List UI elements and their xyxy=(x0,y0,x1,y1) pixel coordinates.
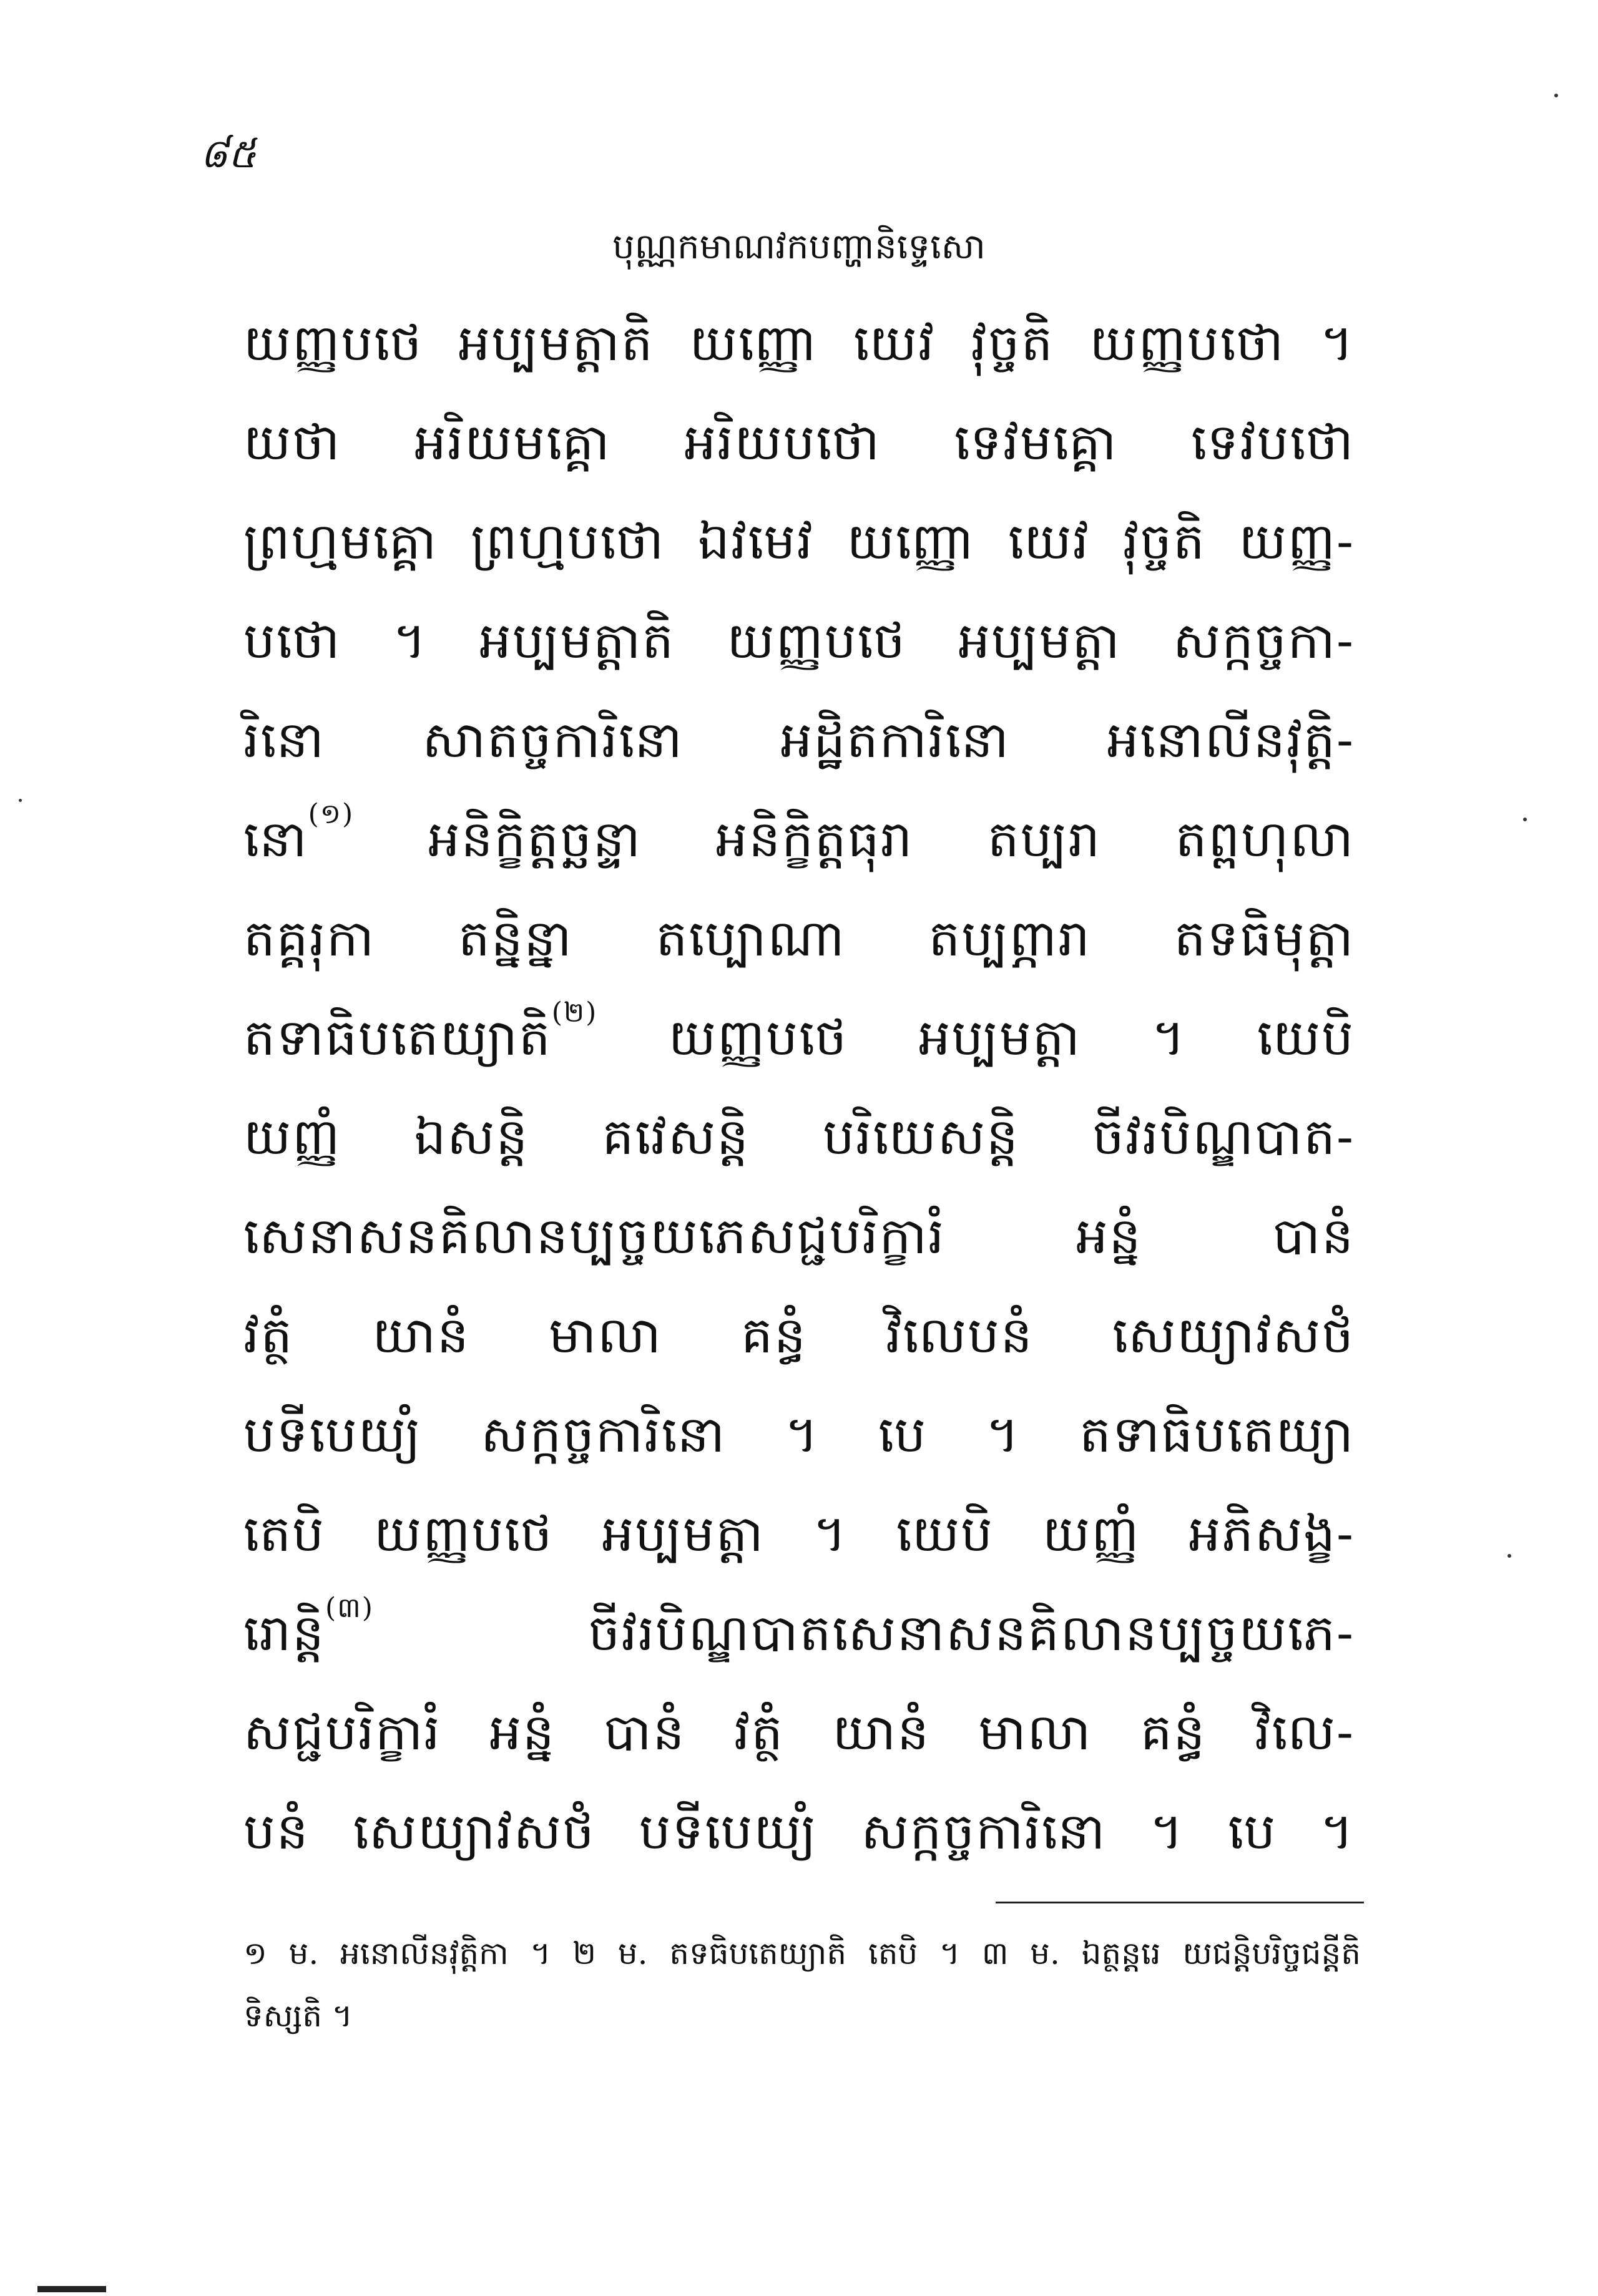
body-line: តគ្គរុកា តន្និន្នា តប្បោណា តប្បព្ភារា តទធិមុត្តា xyxy=(243,909,1355,967)
body-line: យញ្ញបថេ អប្បមត្តាតិ យញ្ញោ យេវ វុច្ចតិ យញ្ញបថោ ។ xyxy=(243,314,1355,372)
running-header: បុណ្ណកមាណវកបញ្ហានិទ្ទេសោ xyxy=(612,227,986,267)
footnote-ref: (២) xyxy=(551,997,598,1028)
footnote-line: ១ ម. អនោលីនវុត្តិកា ។ ២ ម. តទធិបតេយ្យាតិ តេបិ ។ ៣ ម. ឯត្ថន្តរេ យជន្តិបរិច្ចជន្តីតិ xyxy=(243,1935,1361,1971)
footnotes xyxy=(243,1922,1361,2047)
scan-speck xyxy=(1554,94,1558,97)
body-line: បនំ សេយ្យាវសថំ បទីបេយ្យំ សក្កច្ចការិនោ ។ បេ ។ xyxy=(243,1802,1355,1860)
scan-speck xyxy=(19,799,22,802)
body-line: តេបិ យញ្ញបថេ អប្បមត្តា ។ យេបិ យញ្ញំ អភិសង្ខ- xyxy=(243,1505,1355,1563)
body-line: សេនាសនគិលានប្បច្ចយភេសជ្ជបរិក្ខារំ អន្នំ បានំ xyxy=(243,1207,1355,1265)
scan-speck xyxy=(1523,818,1527,821)
scan-speck xyxy=(1507,1554,1511,1558)
body-line: យញ្ញំ ឯសន្តិ គវេសន្តិ បរិយេសន្តិ ចីវរបិណ្ឌបាត- xyxy=(243,1108,1355,1166)
page-number: ៨៥ xyxy=(200,131,257,177)
footnote-divider xyxy=(996,1902,1364,1903)
body-line: នោ$^{(១)}$ អនិក្ខិត្តច្ឆន្ទា អនិក្ខិត្តធុរា តប្បរា តព្ពហុលា xyxy=(243,798,1355,868)
footnote-ref: (៣) xyxy=(325,1592,374,1624)
body-line: រិនោ សាតច្ចការិនោ អដ្ឋិតការិនោ អនោលីនវុត្តិ- xyxy=(243,711,1355,769)
body-line: ព្រហ្មមគ្គោ ព្រហ្មបថោ ឯវមេវ យញ្ញោ យេវ វុច្ចតិ យញ្ញ- xyxy=(243,512,1355,570)
body-line: បទីបេយ្យំ សក្កច្ចការិនោ ។ បេ ។ តទាធិបតេយ្យា xyxy=(243,1405,1355,1463)
body-line: រោន្តិ$^{(៣)}$ ចីវរបិណ្ឌបាតសេនាសនគិលានប្បច្ចយភេ- xyxy=(243,1592,1355,1662)
body-line: សជ្ជបរិក្ខារំ អន្នំ បានំ វត្ថំ យានំ មាលា គន្ធំ វិលេ- xyxy=(243,1703,1355,1761)
body-text xyxy=(243,293,1355,1881)
body-line: តទាធិបតេយ្យាតិ$^{(២)}$ យញ្ញបថេ អប្បមត្តា ។ យេបិ xyxy=(243,997,1355,1067)
scan-edge-mark xyxy=(37,2286,106,2292)
footnote-ref: (១) xyxy=(308,798,355,830)
body-line: វត្ថំ យានំ មាលា គន្ធំ វិលេបនំ សេយ្យាវសថំ xyxy=(243,1306,1355,1364)
body-line: បថោ ។ អប្បមត្តាតិ យញ្ញបថេ អប្បមត្តា សក្កច្ចកា- xyxy=(243,612,1355,670)
body-line: យថា អរិយមគ្គោ អរិយបថោ ទេវមគ្គោ ទេវបថោ xyxy=(243,413,1355,471)
footnote-line: ទិស្សតិ ។ xyxy=(243,1998,353,2034)
